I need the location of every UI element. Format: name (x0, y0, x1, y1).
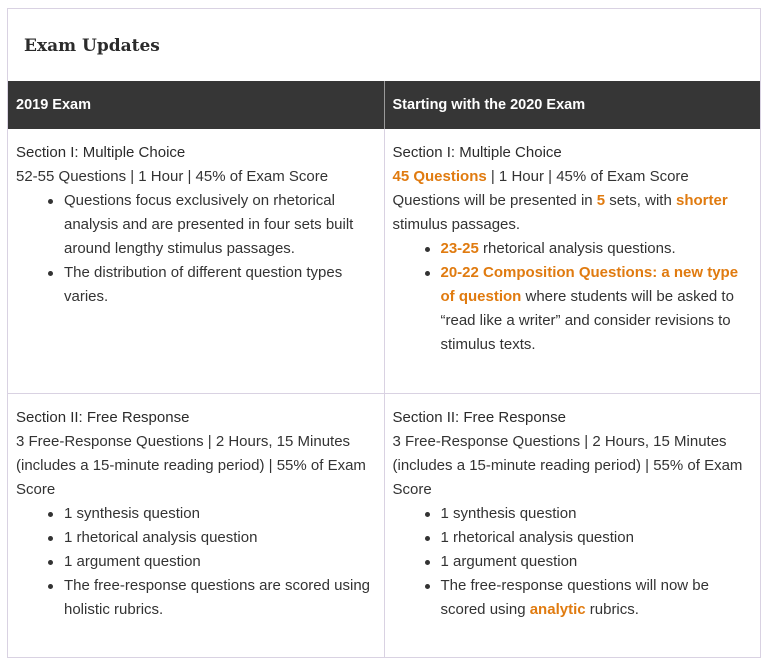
section-heading: Section I: Multiple Choice (16, 144, 186, 161)
list-item: The free-response questions are scored using holistic rubrics. (64, 574, 376, 622)
list-item: 20-22 Composition Questions: a new type of question where students will be asked to “read like a writer” and consider revisions to stimulus texts. (441, 261, 753, 357)
list-item: The distribution of different question types varies. (64, 261, 376, 309)
panel-title: Exam Updates (24, 36, 160, 56)
cell-fr-2019 (8, 393, 384, 658)
highlight-analytic: analytic (529, 600, 586, 618)
cell-fr-2020 (384, 393, 760, 658)
highlight-set-count: 5 (596, 192, 606, 209)
table-row-free-response (8, 393, 760, 658)
section-heading: Section II: Free Response (392, 408, 566, 426)
list-item: Questions focus exclusively on rhetorical analysis and are presented in four sets built around lengthy stimulus passages. (64, 189, 376, 261)
highlight-rhetorical-count: 23-25 (440, 240, 479, 257)
section-heading: Section I: Multiple Choice (392, 144, 562, 161)
bullet-list (393, 502, 753, 622)
section-summary: 45 Questions | 1 Hour | 45% of Exam Score (392, 168, 689, 185)
table-row-multiple-choice (8, 129, 760, 393)
table-header-row (8, 81, 760, 129)
highlight-question-count: 45 Questions (392, 168, 487, 185)
list-item: 1 rhetorical analysis question (441, 526, 753, 550)
list-item: 1 synthesis question (64, 502, 376, 526)
list-item: 1 argument question (441, 550, 753, 574)
highlight-shorter: shorter (675, 192, 728, 209)
column-header-2020: Starting with the 2020 Exam (384, 81, 760, 129)
exam-updates-panel (7, 8, 761, 658)
list-item: 1 argument question (64, 550, 376, 574)
column-header-2019: 2019 Exam (8, 81, 384, 129)
section-intro: Questions will be presented in 5 sets, with shorter stimulus passages. (392, 192, 728, 233)
bullet-list (16, 502, 376, 622)
highlight-composition: 20-22 Composition Questions: a new type of question (440, 264, 739, 305)
section-summary: 3 Free-Response Questions | 2 Hours, 15 Minutes (includes a 15-minute reading period) | 55% of Exam Score (16, 432, 366, 498)
exam-comparison-table (8, 81, 760, 658)
list-item: 1 synthesis question (441, 502, 753, 526)
cell-mc-2019 (8, 129, 384, 393)
section-heading: Section II: Free Response (16, 408, 190, 426)
bullet-list (393, 237, 753, 357)
list-item: The free-response questions will now be scored using analytic rubrics. (441, 574, 753, 622)
list-item: 1 rhetorical analysis question (64, 526, 376, 550)
list-item: 23-25 rhetorical analysis questions. (441, 237, 753, 261)
section-summary: 52-55 Questions | 1 Hour | 45% of Exam Score (16, 168, 329, 185)
cell-mc-2020 (384, 129, 760, 393)
bullet-list (16, 189, 376, 309)
section-summary: 3 Free-Response Questions | 2 Hours, 15 Minutes (includes a 15-minute reading period) | 55% of Exam Score (392, 432, 743, 498)
